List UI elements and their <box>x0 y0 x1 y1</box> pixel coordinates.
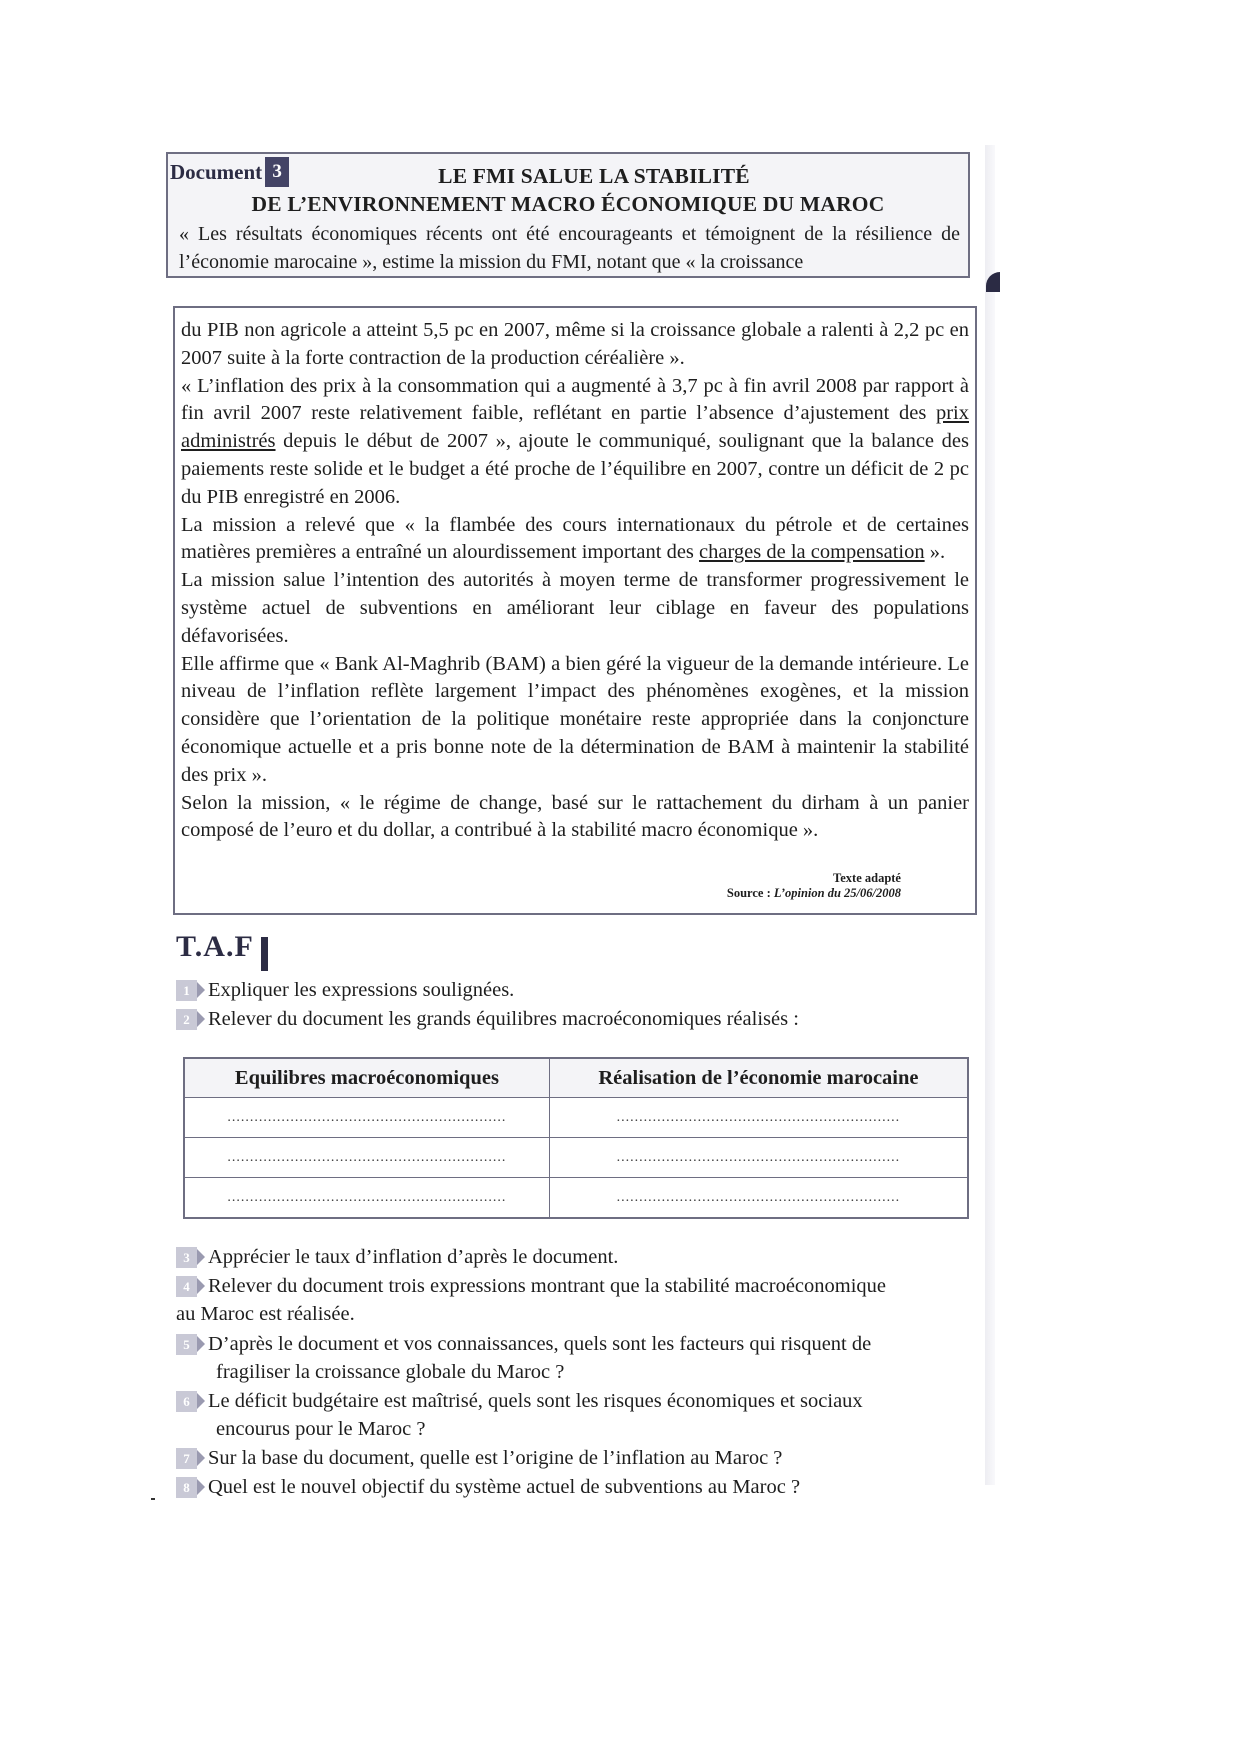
table-header-realisation: Réalisation de l’économie marocaine <box>549 1058 968 1098</box>
source-name: L’opinion du 25/06/2008 <box>773 886 901 900</box>
question-4 <box>176 1272 886 1328</box>
paragraph-6: Selon la mission, « le régime de change, basé sur le rattachement du dirham à un panier composé de l’euro et du dollar, a contribué à la stabilité macro économique ». <box>181 791 969 842</box>
question-6 <box>176 1387 863 1443</box>
paragraph-3 <box>181 512 969 568</box>
answer-blank[interactable]: .............................................................. <box>184 1098 549 1138</box>
question-3-number: 3 <box>176 1247 197 1268</box>
question-7-number: 7 <box>176 1448 197 1469</box>
question-8-number: 8 <box>176 1477 197 1498</box>
question-1 <box>176 976 514 1004</box>
answer-blank[interactable]: ............................................................... <box>549 1098 968 1138</box>
table-row <box>184 1098 968 1138</box>
question-3 <box>176 1243 618 1271</box>
paragraph-5: Elle affirme que « Bank Al-Maghrib (BAM) a bien géré la vigueur de la demande intérieure. Le niveau de l’inflation reflète largement l’impact des phénomènes exogènes, et la mission considère que l’orientation de la politique monétaire reste appropriée dans la conjoncture économique actuelle et a pris bonne note de la détermination de BAM à maintenir la stabilité des prix ». <box>181 652 969 786</box>
underlined-prix-administres: prix administrés <box>181 402 969 453</box>
table-row <box>184 1138 968 1178</box>
answer-blank[interactable]: .............................................................. <box>184 1178 549 1219</box>
question-2-text: Relever du document les grands équilibres macroéconomiques réalisés : <box>208 1008 799 1030</box>
question-8-text: Quel est le nouvel objectif du système actuel de subventions au Maroc ? <box>208 1476 801 1498</box>
question-5-number: 5 <box>176 1334 197 1355</box>
taf-heading: T.A.F <box>176 930 254 963</box>
document-title-line1: LE FMI SALUE LA STABILITÉ <box>438 164 750 188</box>
paragraph-2-start: « L’inflation des prix à la consommation qui a augmenté à 3,7 pc à fin avril 2008 par rapport à fin avril 2007 reste relativement faible, reflétant en partie l’absence d’ajustement des <box>181 374 969 425</box>
article-body <box>181 317 969 845</box>
answer-blank[interactable]: ............................................................... <box>549 1138 968 1178</box>
article-text-box <box>173 306 977 915</box>
equilibres-table <box>183 1057 969 1219</box>
taf-heading-bar <box>261 937 268 971</box>
question-4-number: 4 <box>176 1276 197 1297</box>
question-3-text: Apprécier le taux d’inflation d’après le document. <box>208 1246 619 1268</box>
question-4-text: Relever du document trois expressions montrant que la stabilité macroéconomique <box>208 1275 887 1297</box>
question-7 <box>176 1444 782 1472</box>
underlined-charges-compensation: charges de la compensation <box>699 541 925 564</box>
page-edge-shadow <box>985 145 995 1485</box>
paragraph-3-start: La mission a relevé que « la flambée des cours internationaux du pétrole et de certaines matières premières a entraîné un alourdissement important des <box>181 513 969 564</box>
paragraph-2 <box>181 373 969 512</box>
table-row <box>184 1178 968 1219</box>
paragraph-4: La mission salue l’intention des autorités à moyen terme de transformer progressivement le système actuel de subventions en améliorant leur ciblage en faveur des populations défavorisées. <box>181 569 969 647</box>
table-header-row <box>184 1058 968 1098</box>
question-1-number: 1 <box>176 980 197 1001</box>
document-number-badge: 3 <box>265 157 289 187</box>
question-7-text: Sur la base du document, quelle est l’origine de l’inflation au Maroc ? <box>208 1447 783 1469</box>
intro-paragraph: « Les résultats économiques récents ont été encourageants et témoignent de la résilience de l’économie marocaine », estime la mission du FMI, notant que « la croissance <box>179 223 960 273</box>
question-6-text: Le déficit budgétaire est maîtrisé, quels sont les risques économiques et sociaux <box>208 1390 863 1412</box>
table-header-equilibres: Equilibres macroéconomiques <box>184 1058 549 1098</box>
question-5 <box>176 1330 871 1386</box>
source-label: Source : <box>726 886 774 900</box>
paragraph-2-end: depuis le début de 2007 », ajoute le communiqué, soulignant que la balance des paiements reste solide et le budget a été proche de l’équilibre en 2007, contre un déficit de 2 pc du PIB enregistré en 2006. <box>181 430 969 508</box>
question-1-text: Expliquer les expressions soulignées. <box>208 979 515 1001</box>
document-label-text: Document <box>170 159 263 184</box>
text-adapted-note: Texte adapté <box>833 871 901 885</box>
source-citation <box>727 871 901 901</box>
paragraph-1: du PIB non agricole a atteint 5,5 pc en 2007, même si la croissance globale a ralenti à 2,2 pc en 2007 suite à la forte contraction de la production céréalière ». <box>181 319 969 369</box>
document-title-line2: DE L’ENVIRONNEMENT MACRO ÉCONOMIQUE DU MAROC <box>251 192 885 216</box>
source-line <box>727 886 901 901</box>
document-header <box>166 152 970 278</box>
question-8 <box>176 1473 800 1501</box>
question-6-continuation: encourus pour le Maroc ? <box>216 1418 426 1440</box>
answer-blank[interactable]: ............................................................... <box>549 1178 968 1219</box>
question-5-text: D’après le document et vos connaissances, quels sont les facteurs qui risquent de <box>208 1333 872 1355</box>
answer-blank[interactable]: .............................................................. <box>184 1138 549 1178</box>
question-5-continuation: fragiliser la croissance globale du Maroc ? <box>216 1361 565 1383</box>
question-4-continuation: au Maroc est réalisée. <box>176 1303 355 1325</box>
margin-mark <box>151 1498 155 1500</box>
paragraph-3-end: ». <box>924 541 946 564</box>
question-6-number: 6 <box>176 1391 197 1412</box>
question-2 <box>176 1005 799 1033</box>
question-2-number: 2 <box>176 1009 197 1030</box>
